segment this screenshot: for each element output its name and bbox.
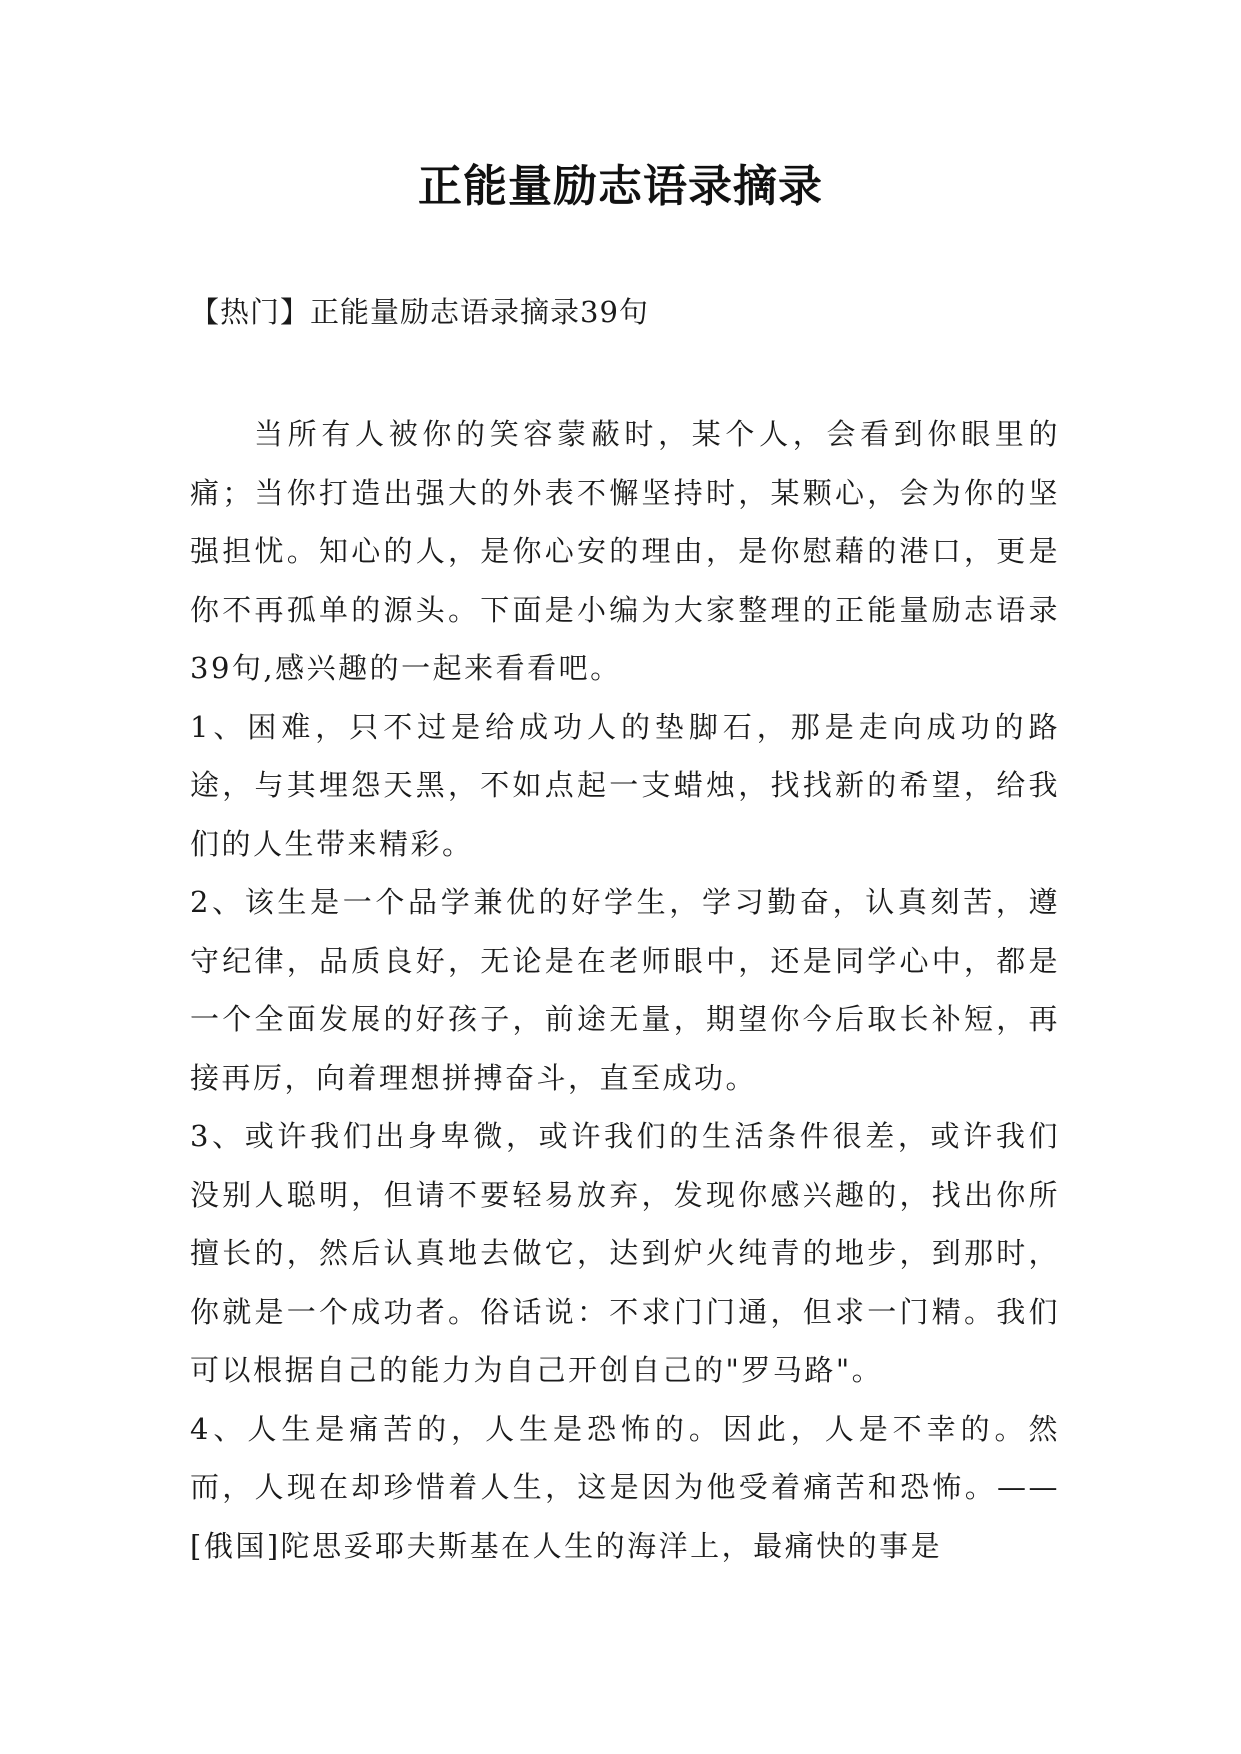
quote-paragraph-3: 3、或许我们出身卑微，或许我们的生活条件很差，或许我们没别人聪明，但请不要轻易放弃，发现你感兴趣的，找出你所擅长的，然后认真地去做它，达到炉火纯青的地步，到那时，你就是一个成功者。俗话说：不求门门通，但求一门精。我们可以根据自己的能力为自己开创自己的"罗马路"。: [190, 1119, 1060, 1387]
quote-paragraph-4: 4、人生是痛苦的，人生是恐怖的。因此，人是不幸的。然而，人现在却珍惜着人生，这是因为他受着痛苦和恐怖。——[俄国]陀思妥耶夫斯基在人生的海洋上，最痛快的事是: [190, 1411, 1060, 1563]
intro-paragraph: 当所有人被你的笑容蒙蔽时，某个人，会看到你眼里的痛；当你打造出强大的外表不懈坚持时，某颗心，会为你的坚强担忧。知心的人，是你心安的理由，是你慰藉的港口，更是你不再孤单的源头。下面是小编为大家整理的正能量励志语录39句,感兴趣的一起来看看吧。: [190, 417, 1060, 685]
quote-paragraph-2: 2、该生是一个品学兼优的好学生，学习勤奋，认真刻苦，遵守纪律，品质良好，无论是在老师眼中，还是同学心中，都是一个全面发展的好孩子，前途无量，期望你今后取长补短，再接再厉，向着理想拼搏奋斗，直至成功。: [190, 885, 1060, 1095]
document-subtitle: 【热门】正能量励志语录摘录39句: [190, 295, 649, 329]
quote-paragraph-1: 1、困难，只不过是给成功人的垫脚石，那是走向成功的路途，与其埋怨天黑，不如点起一支蜡烛，找找新的希望，给我们的人生带来精彩。: [190, 709, 1060, 861]
document-title: 正能量励志语录摘录: [418, 161, 823, 212]
document-body: [190, 405, 1060, 1575]
